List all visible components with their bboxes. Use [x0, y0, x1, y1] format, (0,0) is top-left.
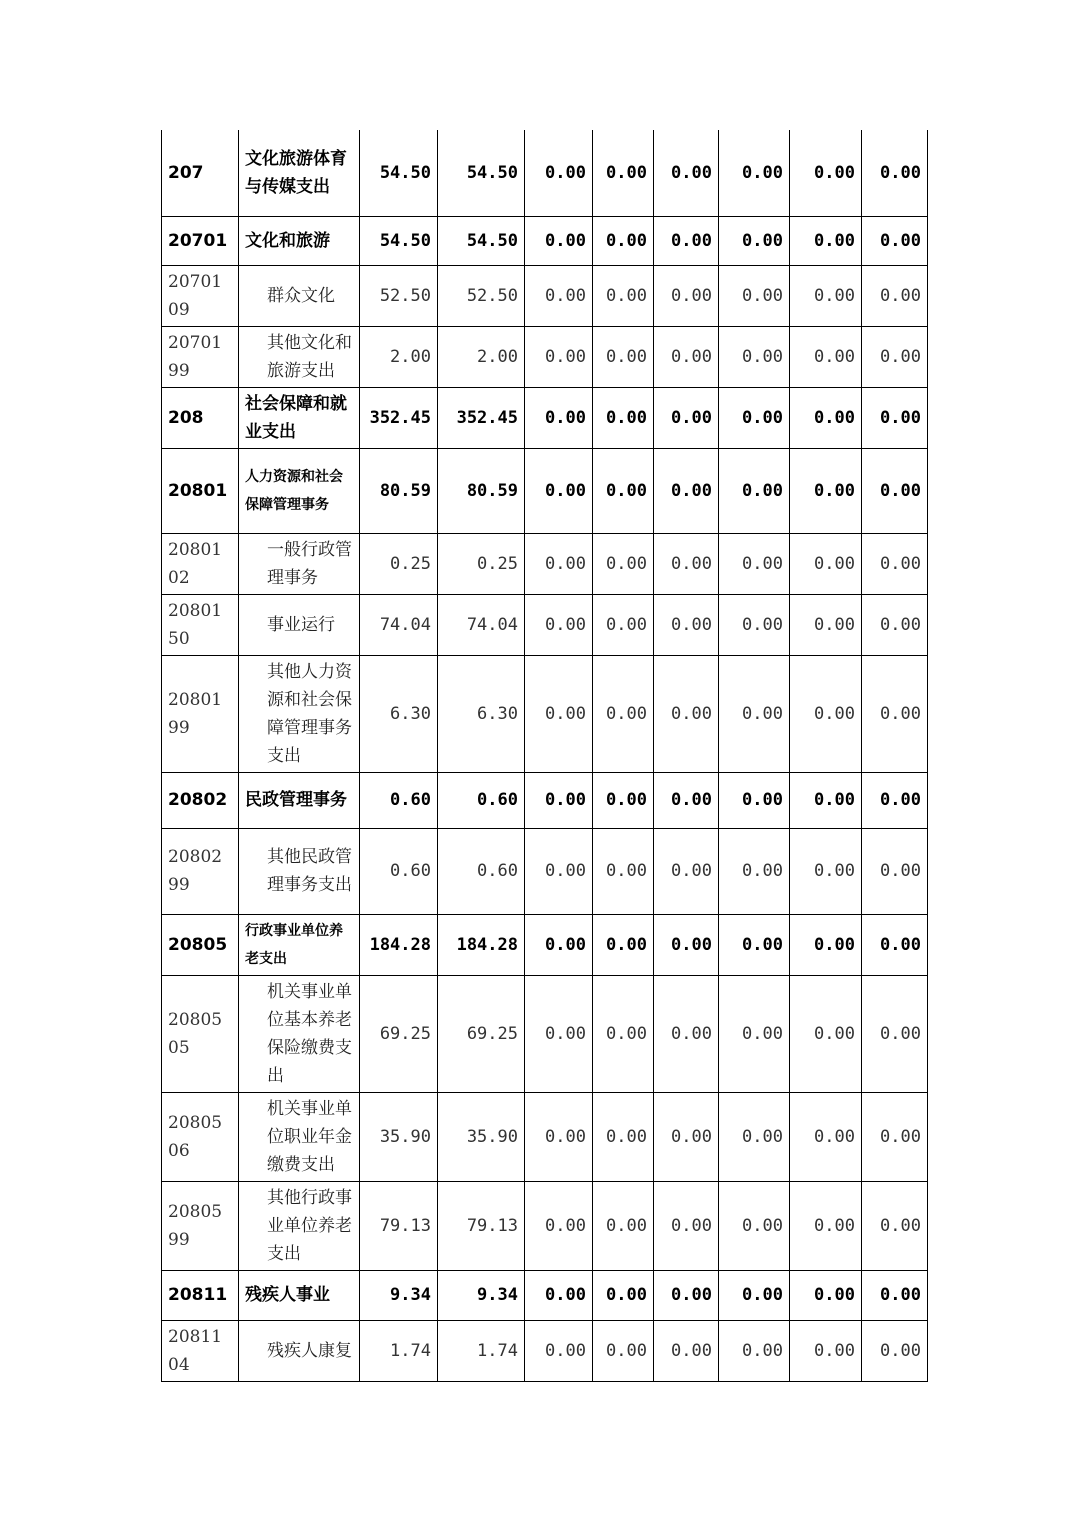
- row-value: 0.60: [360, 828, 438, 914]
- row-value: 0.00: [654, 533, 719, 594]
- row-value: 184.28: [360, 914, 438, 975]
- row-code: 2080505: [162, 975, 239, 1092]
- row-value: 0.00: [654, 387, 719, 448]
- row-value: 0.00: [790, 326, 862, 387]
- row-value: 0.00: [790, 387, 862, 448]
- row-value: 0.60: [360, 772, 438, 828]
- row-value: 0.00: [654, 772, 719, 828]
- row-value: 54.50: [438, 130, 525, 216]
- row-value: 0.00: [525, 975, 593, 1092]
- row-name: 民政管理事务: [239, 772, 360, 828]
- row-value: 0.00: [525, 1270, 593, 1320]
- row-code: 20805: [162, 914, 239, 975]
- table-row: [162, 265, 928, 326]
- row-value: 0.00: [862, 828, 928, 914]
- table-row: [162, 594, 928, 655]
- row-value: 54.50: [438, 216, 525, 265]
- row-name: 机关事业单位职业年金缴费支出: [239, 1092, 360, 1181]
- row-value: 0.00: [593, 772, 654, 828]
- row-code: 2080299: [162, 828, 239, 914]
- row-value: 0.00: [525, 130, 593, 216]
- row-value: 0.00: [862, 1270, 928, 1320]
- row-value: 9.34: [438, 1270, 525, 1320]
- table-row: [162, 1270, 928, 1320]
- row-value: 0.00: [593, 1270, 654, 1320]
- row-name: 一般行政管理事务: [239, 533, 360, 594]
- row-value: 0.00: [790, 216, 862, 265]
- row-value: 0.00: [790, 975, 862, 1092]
- row-value: 0.00: [862, 387, 928, 448]
- row-value: 0.00: [593, 594, 654, 655]
- row-value: 0.00: [654, 216, 719, 265]
- row-code: 2070109: [162, 265, 239, 326]
- row-value: 0.00: [654, 914, 719, 975]
- row-code: 2080599: [162, 1181, 239, 1270]
- row-value: 69.25: [438, 975, 525, 1092]
- row-value: 0.00: [525, 265, 593, 326]
- table-row: [162, 1092, 928, 1181]
- row-value: 52.50: [360, 265, 438, 326]
- row-value: 0.00: [790, 1092, 862, 1181]
- row-value: 0.00: [593, 975, 654, 1092]
- row-value: 0.00: [790, 533, 862, 594]
- row-value: 9.34: [360, 1270, 438, 1320]
- row-value: 54.50: [360, 130, 438, 216]
- table-row: [162, 1181, 928, 1270]
- row-name: 社会保障和就业支出: [239, 387, 360, 448]
- row-value: 0.00: [790, 130, 862, 216]
- table-row: [162, 655, 928, 772]
- row-name: 机关事业单位基本养老保险缴费支出: [239, 975, 360, 1092]
- row-value: 0.00: [525, 828, 593, 914]
- row-value: 0.00: [654, 975, 719, 1092]
- row-code: 20811: [162, 1270, 239, 1320]
- row-code: 20701: [162, 216, 239, 265]
- row-value: 54.50: [360, 216, 438, 265]
- row-value: 80.59: [360, 448, 438, 533]
- row-code: 2081104: [162, 1320, 239, 1381]
- table-row: [162, 975, 928, 1092]
- row-name: 事业运行: [239, 594, 360, 655]
- row-value: 184.28: [438, 914, 525, 975]
- row-name: 残疾人康复: [239, 1320, 360, 1381]
- row-name: 其他行政事业单位养老支出: [239, 1181, 360, 1270]
- row-value: 0.00: [654, 828, 719, 914]
- row-code: 2080506: [162, 1092, 239, 1181]
- row-value: 0.00: [654, 265, 719, 326]
- row-name: 其他民政管理事务支出: [239, 828, 360, 914]
- row-value: 0.00: [719, 828, 790, 914]
- row-value: 0.00: [525, 448, 593, 533]
- row-code: 2070199: [162, 326, 239, 387]
- row-value: 80.59: [438, 448, 525, 533]
- row-name: 文化和旅游: [239, 216, 360, 265]
- row-name: 群众文化: [239, 265, 360, 326]
- table-row: [162, 448, 928, 533]
- row-value: 0.00: [719, 1270, 790, 1320]
- row-value: 0.00: [654, 594, 719, 655]
- row-code: 207: [162, 130, 239, 216]
- row-value: 0.00: [719, 772, 790, 828]
- row-code: 20801: [162, 448, 239, 533]
- row-value: 79.13: [360, 1181, 438, 1270]
- row-value: 0.00: [862, 533, 928, 594]
- row-value: 1.74: [438, 1320, 525, 1381]
- row-value: 0.00: [525, 1092, 593, 1181]
- row-value: 0.00: [654, 130, 719, 216]
- row-value: 0.00: [654, 448, 719, 533]
- row-value: 0.00: [719, 387, 790, 448]
- row-value: 0.00: [862, 448, 928, 533]
- row-value: 0.00: [525, 655, 593, 772]
- row-value: 0.00: [525, 914, 593, 975]
- row-value: 0.00: [862, 914, 928, 975]
- row-code: 2080150: [162, 594, 239, 655]
- row-name: 其他文化和旅游支出: [239, 326, 360, 387]
- row-value: 79.13: [438, 1181, 525, 1270]
- row-value: 2.00: [360, 326, 438, 387]
- row-value: 0.00: [654, 326, 719, 387]
- row-value: 0.00: [790, 1320, 862, 1381]
- row-name: 行政事业单位养老支出: [239, 914, 360, 975]
- row-value: 0.00: [593, 1092, 654, 1181]
- row-value: 0.00: [719, 265, 790, 326]
- row-value: 0.00: [593, 130, 654, 216]
- row-value: 0.00: [719, 130, 790, 216]
- row-value: 0.00: [719, 1181, 790, 1270]
- row-value: 0.00: [719, 1320, 790, 1381]
- row-value: 0.25: [360, 533, 438, 594]
- row-value: 0.00: [654, 1092, 719, 1181]
- row-code: 20802: [162, 772, 239, 828]
- row-value: 52.50: [438, 265, 525, 326]
- row-value: 0.00: [593, 1320, 654, 1381]
- row-value: 0.00: [790, 1181, 862, 1270]
- row-value: 0.00: [525, 326, 593, 387]
- row-value: 0.00: [525, 772, 593, 828]
- row-value: 352.45: [438, 387, 525, 448]
- row-name: 人力资源和社会保障管理事务: [239, 448, 360, 533]
- row-value: 35.90: [360, 1092, 438, 1181]
- row-value: 0.00: [862, 216, 928, 265]
- row-value: 0.00: [862, 326, 928, 387]
- row-value: 352.45: [360, 387, 438, 448]
- row-value: 0.00: [525, 533, 593, 594]
- row-value: 0.00: [654, 1181, 719, 1270]
- row-value: 0.00: [790, 914, 862, 975]
- row-value: 0.00: [719, 216, 790, 265]
- table-row: [162, 387, 928, 448]
- table-row: [162, 914, 928, 975]
- row-value: 0.00: [654, 655, 719, 772]
- row-value: 0.00: [525, 1320, 593, 1381]
- row-value: 0.00: [862, 265, 928, 326]
- row-value: 0.00: [593, 326, 654, 387]
- row-value: 1.74: [360, 1320, 438, 1381]
- row-value: 0.00: [654, 1320, 719, 1381]
- table-row: [162, 772, 928, 828]
- table-row: [162, 533, 928, 594]
- row-value: 0.00: [593, 216, 654, 265]
- budget-table: [161, 130, 928, 1382]
- row-value: 0.00: [790, 265, 862, 326]
- row-value: 0.00: [593, 387, 654, 448]
- table-row: [162, 828, 928, 914]
- row-value: 0.00: [719, 448, 790, 533]
- table-row: [162, 326, 928, 387]
- row-value: 0.00: [790, 448, 862, 533]
- row-value: 74.04: [438, 594, 525, 655]
- row-value: 0.00: [862, 1092, 928, 1181]
- row-value: 6.30: [438, 655, 525, 772]
- row-value: 0.00: [719, 326, 790, 387]
- table-row: [162, 130, 928, 216]
- row-value: 0.00: [862, 772, 928, 828]
- row-value: 0.00: [719, 533, 790, 594]
- table-body: [162, 130, 928, 1381]
- row-value: 0.00: [593, 448, 654, 533]
- row-value: 0.00: [790, 1270, 862, 1320]
- row-code: 2080199: [162, 655, 239, 772]
- row-name: 文化旅游体育与传媒支出: [239, 130, 360, 216]
- row-value: 0.00: [790, 655, 862, 772]
- row-value: 0.00: [862, 1320, 928, 1381]
- row-value: 0.00: [593, 828, 654, 914]
- row-value: 0.00: [862, 655, 928, 772]
- row-value: 0.00: [593, 914, 654, 975]
- row-value: 0.00: [593, 1181, 654, 1270]
- row-value: 6.30: [360, 655, 438, 772]
- row-value: 0.00: [593, 265, 654, 326]
- row-value: 0.00: [719, 655, 790, 772]
- row-code: 2080102: [162, 533, 239, 594]
- row-value: 0.00: [719, 914, 790, 975]
- row-value: 0.25: [438, 533, 525, 594]
- row-value: 69.25: [360, 975, 438, 1092]
- row-code: 208: [162, 387, 239, 448]
- row-value: 0.00: [862, 130, 928, 216]
- row-value: 0.00: [593, 533, 654, 594]
- row-value: 0.00: [862, 594, 928, 655]
- row-name: 其他人力资源和社会保障管理事务支出: [239, 655, 360, 772]
- row-value: 0.00: [719, 1092, 790, 1181]
- row-value: 0.00: [719, 594, 790, 655]
- row-value: 0.00: [790, 828, 862, 914]
- row-value: 0.60: [438, 772, 525, 828]
- row-value: 0.00: [719, 975, 790, 1092]
- row-value: 0.60: [438, 828, 525, 914]
- row-value: 0.00: [525, 1181, 593, 1270]
- row-value: 0.00: [790, 594, 862, 655]
- row-value: 0.00: [862, 975, 928, 1092]
- table-row: [162, 216, 928, 265]
- row-value: 35.90: [438, 1092, 525, 1181]
- row-value: 0.00: [525, 216, 593, 265]
- row-value: 0.00: [525, 594, 593, 655]
- row-value: 0.00: [593, 655, 654, 772]
- row-value: 0.00: [654, 1270, 719, 1320]
- table-row: [162, 1320, 928, 1381]
- row-value: 0.00: [862, 1181, 928, 1270]
- row-name: 残疾人事业: [239, 1270, 360, 1320]
- row-value: 74.04: [360, 594, 438, 655]
- row-value: 2.00: [438, 326, 525, 387]
- row-value: 0.00: [790, 772, 862, 828]
- row-value: 0.00: [525, 387, 593, 448]
